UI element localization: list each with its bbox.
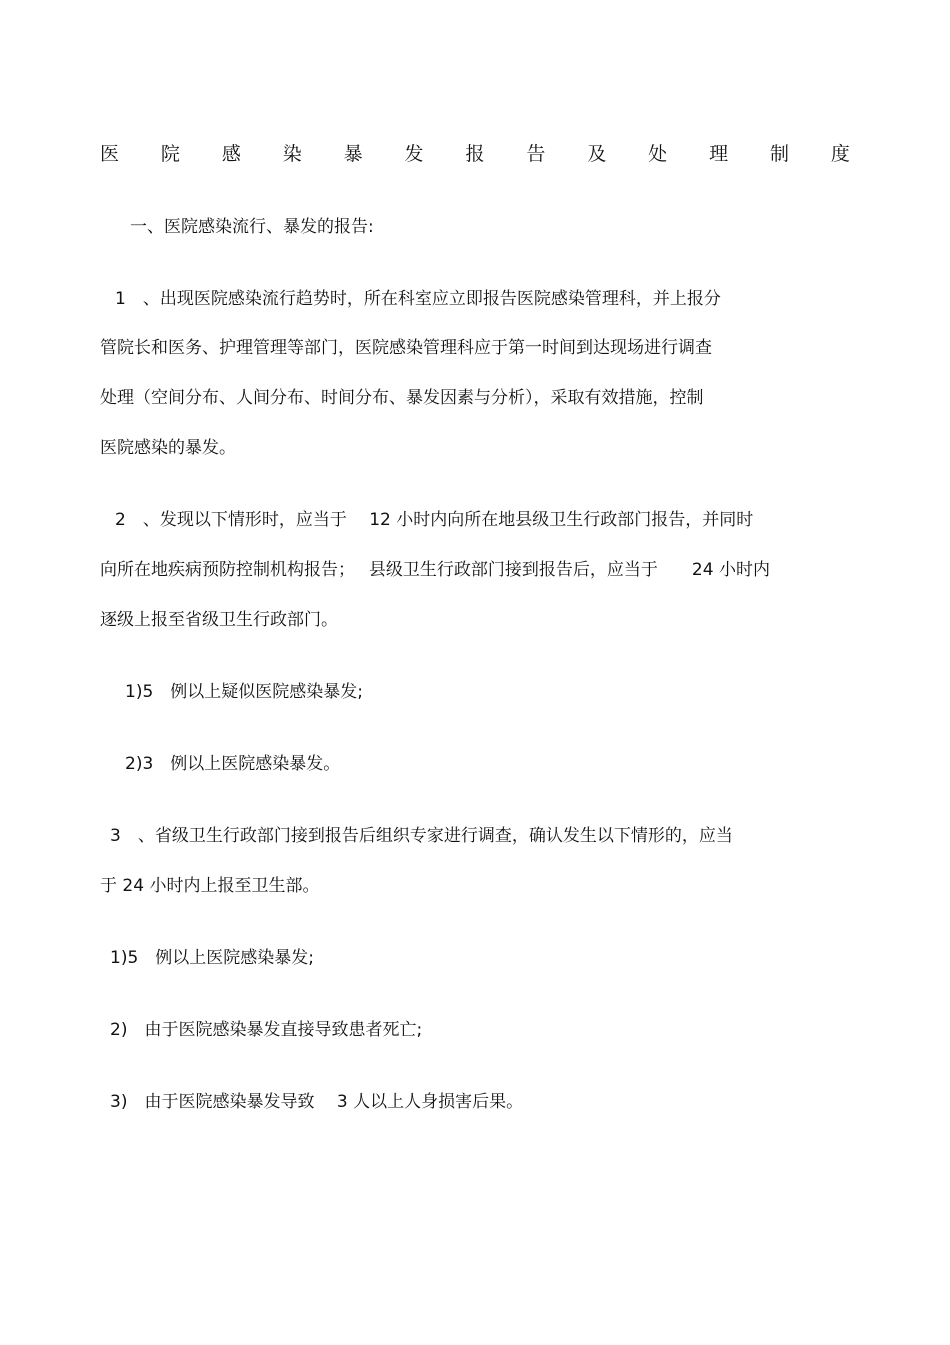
- item2-subitem: 1)5 例以上疑似医院感染暴发;: [125, 682, 363, 702]
- section-heading: 一、医院感染流行、暴发的报告:: [130, 217, 374, 237]
- title-char: 发: [404, 143, 424, 165]
- item1-line: 医院感染的暴发。: [100, 438, 236, 458]
- title-char: 医: [100, 143, 120, 165]
- item2-subitem: 2)3 例以上医院感染暴发。: [125, 754, 341, 774]
- item2-line: 向所在地疾病预防控制机构报告； 县级卫生行政部门接到报告后，应当于 24 小时内: [100, 560, 770, 580]
- title-char: 处: [648, 143, 668, 165]
- document-title: [100, 140, 850, 168]
- item1-line: 1 、出现医院感染流行趋势时，所在科室应立即报告医院感染管理科，并上报分: [115, 289, 721, 309]
- title-char: 暴: [343, 143, 363, 165]
- title-char: 院: [160, 143, 180, 165]
- title-char: 告: [526, 143, 546, 165]
- title-char: 度: [830, 143, 850, 165]
- title-char: 感: [221, 143, 241, 165]
- item1-line: 管院长和医务、护理管理等部门，医院感染管理科应于第一时间到达现场进行调查: [100, 338, 712, 358]
- item1-line: 处理（空间分布、人间分布、时间分布、暴发因素与分析），采取有效措施，控制: [100, 388, 704, 408]
- title-char: 及: [587, 143, 607, 165]
- item2-line: 2 、发现以下情形时，应当于 12 小时内向所在地县级卫生行政部门报告，并同时: [115, 510, 754, 530]
- title-char: 理: [709, 143, 729, 165]
- title-char: 制: [769, 143, 789, 165]
- item3-subitem: 2) 由于医院感染暴发直接导致患者死亡;: [110, 1020, 423, 1040]
- item3-line: 于 24 小时内上报至卫生部。: [100, 876, 320, 896]
- title-char: 报: [465, 143, 485, 165]
- title-char: 染: [282, 143, 302, 165]
- item3-subitem: 3) 由于医院感染暴发导致 3 人以上人身损害后果。: [110, 1092, 524, 1112]
- item2-line: 逐级上报至省级卫生行政部门。: [100, 610, 338, 630]
- item3-line: 3 、省级卫生行政部门接到报告后组织专家进行调查，确认发生以下情形的，应当: [110, 826, 733, 846]
- item3-subitem: 1)5 例以上医院感染暴发;: [110, 948, 314, 968]
